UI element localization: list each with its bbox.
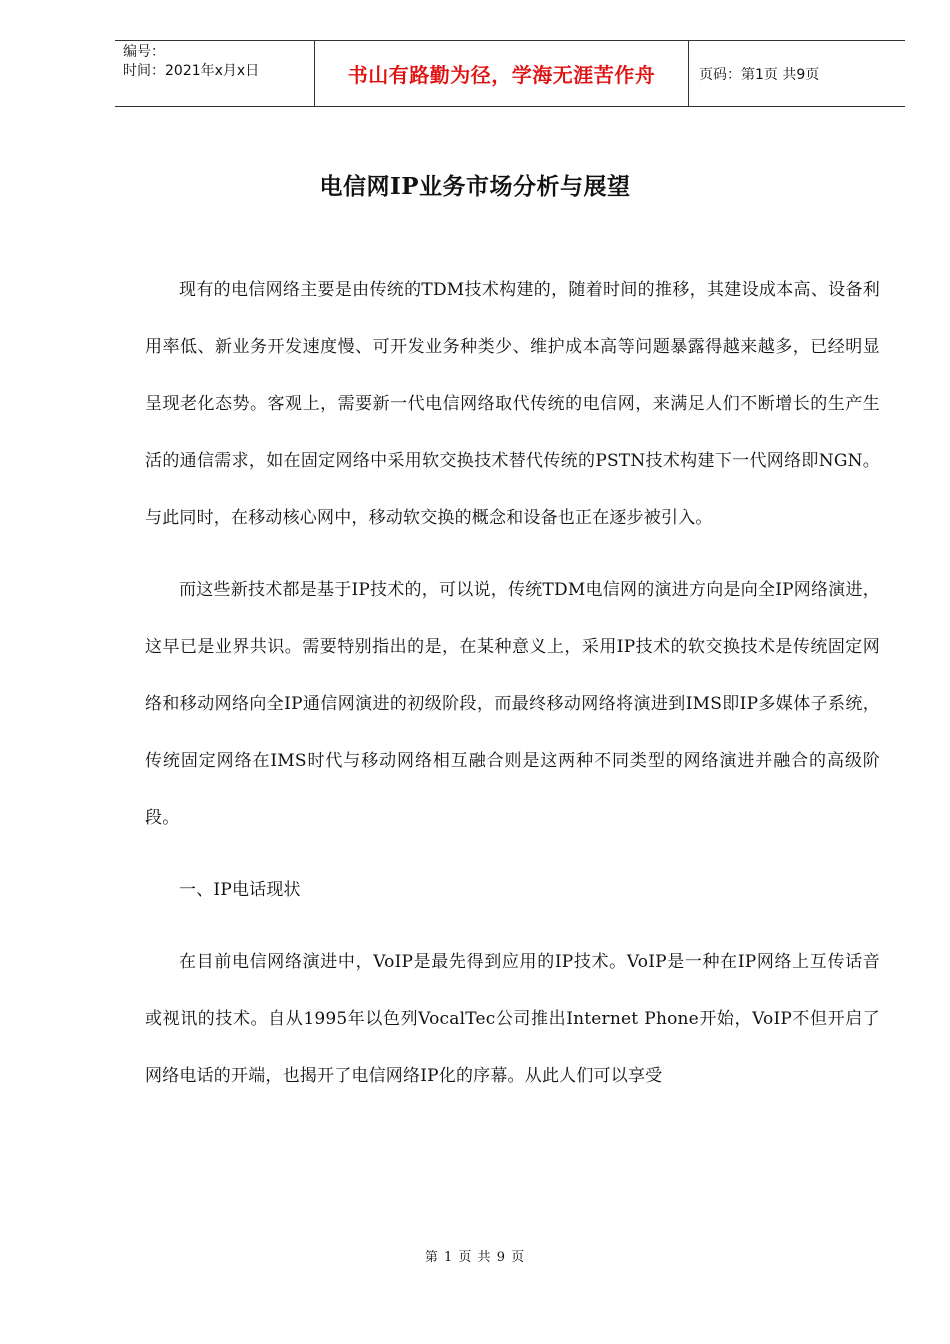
paragraph: 现有的电信网络主要是由传统的TDM技术构建的，随着时间的推移，其建设成本高、设备利用率低、新业务开发速度慢、可开发业务种类少、维护成本高等问题暴露得越来越多，已经明显呈现老化态势。客观上，需要新一代电信网络取代传统的电信网，来满足人们不断增长的生产生活的通信需求，如在固定网络中采用软交换技术替代传统的PSTN技术构建下一代网络即NGN。与此同时，在移动核心网中，移动软交换的概念和设备也正在逐步被引入。: [145, 280, 880, 528]
document-header: [115, 40, 905, 107]
paragraph: 在目前电信网络演进中，VoIP是最先得到应用的IP技术。VoIP是一种在IP网络上互传话音或视讯的技术。自从1995年以色列VocalTec公司推出Internet Phone开始，VoIP不但开启了网络电话的开端，也揭开了电信网络IP化的序幕。从此人们可以享受: [145, 952, 880, 1086]
document-body: [145, 262, 880, 1120]
date-label: 时间：2021年x月x日: [123, 63, 260, 79]
page-footer: 第 1 页 共 9 页: [424, 1250, 526, 1265]
document-title: 电信网IP业务市场分析与展望: [319, 173, 631, 200]
serial-number-label: 编号：: [123, 44, 165, 60]
header-page-info: 页码：第1页 共9页: [699, 66, 820, 83]
header-motto: 书山有路勤为径，学海无涯苦作舟: [315, 41, 689, 106]
paragraph: 而这些新技术都是基于IP技术的，可以说，传统TDM电信网的演进方向是向全IP网络演进，这早已是业界共识。需要特别指出的是，在某种意义上，采用IP技术的软交换技术是传统固定网络和移动网络向全IP通信网演进的初级阶段，而最终移动网络将演进到IMS即IP多媒体子系统，传统固定网络在IMS时代与移动网络相互融合则是这两种不同类型的网络演进并融合的高级阶段。: [145, 580, 880, 828]
section-heading: 一、IP电话现状: [179, 880, 301, 900]
header-meta: [115, 41, 315, 106]
